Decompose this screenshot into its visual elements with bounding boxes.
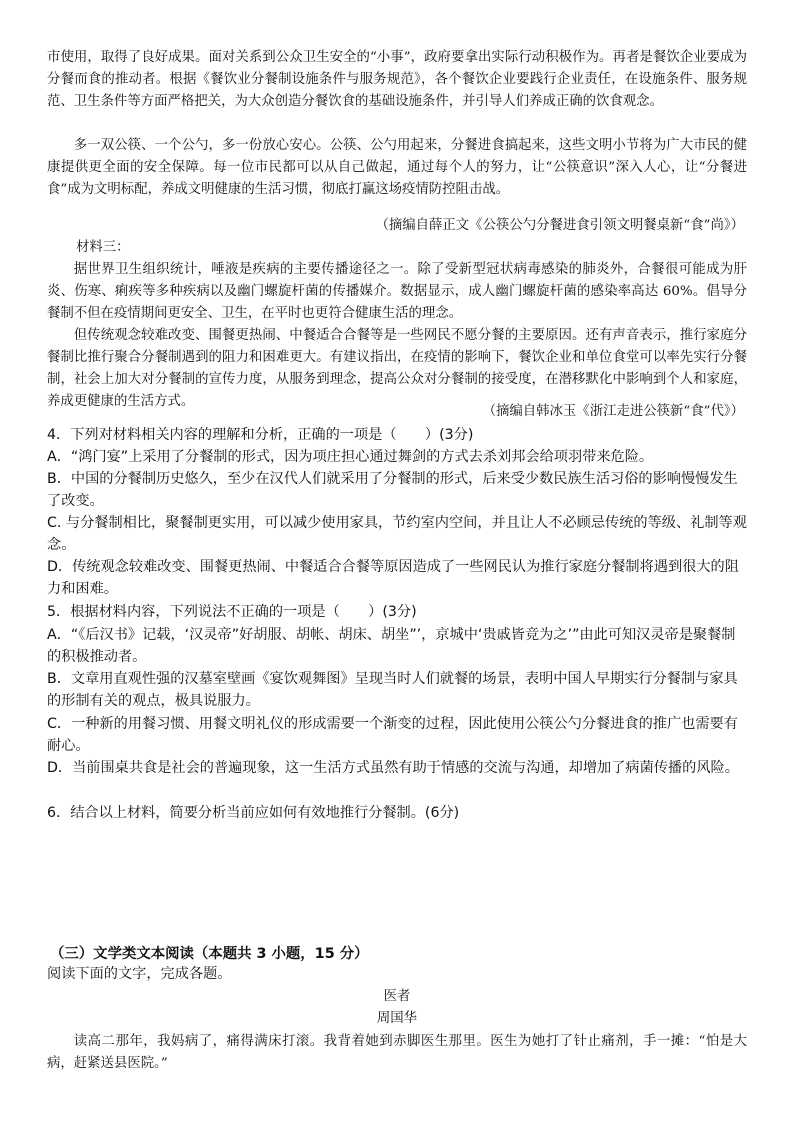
story-paragraph-1: 读高二那年，我妈病了，痛得满床打滚。我背着她到赤脚医生那里。医生为她打了针止痛剂，手一摊：“怕是大病，赶紧送县医院。” [47, 1034, 747, 1071]
question-6-stem: 6．结合以上材料，简要分析当前应如何有效地推行分餐制。(6分) [47, 805, 460, 821]
question-4-option-d: D．传统观念较难改变、围餐更热闹、中餐适合合餐等原因造成了一些网民认为推行家庭分餐制将遇到很大的阻力和困难。 [47, 559, 739, 598]
question-4-option-a: A．“鸿门宴”上采用了分餐制的形式，因为项庄担心通过舞剑的方式去杀刘邦会给项羽带来危险。 [47, 449, 654, 465]
question-5-option-d: D．当前围桌共食是社会的普遍现象，这一生活方式虽然有助于情感的交流与沟通，却增加了病菌传播的风险。 [47, 760, 739, 776]
material3-paragraph-2: 但传统观念较难改变、围餐更热闹、中餐适合合餐等是一些网民不愿分餐的主要原因。还有声音表示，推行家庭分餐制比推行聚合分餐制遇到的阻力和困难更大。有建议指出，在疫情的影响下，餐饮企业和单位食堂可以率先实行分餐制，社会上加大对分餐制的宣传力度，从服务到理念，提高公众对分餐制的接受度，在潜移默化中影响到个人和家庭，养成更健康的生活方式。 [47, 328, 747, 409]
section-3-instruction: 阅读下面的文字，完成各题。 [47, 966, 232, 982]
story-author: 周国华 [376, 1011, 418, 1026]
material2-paragraph-2: 多一双公筷、一个公勺，多一份放心安心。公筷、公勺用起来，分餐进食搞起来，这些文明小节将为广大市民的健康提供更全面的安全保障。每一位市民都可以从自己做起，通过每个人的努力，让“公筷意识”深入人心，让“分餐进食”成为文明标配，养成文明健康的生活习惯，彻底打赢这场疫情防控阻击战。 [47, 138, 747, 197]
section-3-heading: （三）文学类文本阅读（本题共 3 小题，15 分） [50, 946, 369, 962]
question-4-option-b: B．中国的分餐制历史悠久，至少在汉代人们就采用了分餐制的形式，后来受少数民族生活习俗的影响慢慢发生了改变。 [47, 471, 738, 510]
story-title: 医者 [383, 989, 411, 1004]
material3-label: 材料三： [76, 240, 130, 255]
question-4-option-c: C. 与分餐制相比，聚餐制更实用，可以减少使用家具，节约室内空间，并且让人不必顾忌传统的等级、礼制等观念。 [47, 515, 747, 554]
question-4-stem: 4．下列对材料相关内容的理解和分析，正确的一项是（ ）(3分) [47, 427, 474, 443]
material3-source: （摘编自韩冰玉《浙江走进公筷新“食”代》） [482, 404, 744, 419]
material3-paragraph-1: 据世界卫生组织统计，唾液是疾病的主要传播途径之一。除了受新型冠状病毒感染的肺炎外，合餐很可能成为肝炎、伤寒、痢疾等多种疾病以及幽门螺旋杆菌的传播媒介。数据显示，成人幽门螺旋杆菌的感染率高达 60%。倡导分餐制不但在疫情期间更安全、卫生，在平时也更符合健康生活的理念。 [47, 262, 747, 321]
question-5-stem: 5．根据材料内容，下列说法不正确的一项是（ ）(3分) [47, 604, 417, 620]
question-5-option-a: A．“《后汉书》记载，‘汉灵帝”好胡服、胡帐、胡床、胡坐”’，京城中‘贵戚皆竞为之’”由此可知汉灵帝是聚餐制的积极推动者。 [47, 627, 736, 666]
material2-source: （摘编自薛正文《公筷公勺分餐进食引领文明餐桌新“食”尚》） [375, 218, 744, 233]
material2-paragraph-1: 市使用，取得了良好成果。面对关系到公众卫生安全的“小事”，政府要拿出实际行动积极作为。再者是餐饮企业要成为分餐而食的推动者。根据《餐饮业分餐制设施条件与服务规范》，各个餐饮企业要践行企业责任，在设施条件、服务规范、卫生条件等方面严格把关，为大众创造分餐饮食的基础设施条件，并引导人们养成正确的饮食观念。 [47, 50, 747, 109]
question-5-option-c: C．一种新的用餐习惯、用餐文明礼仪的形成需要一个渐变的过程，因此使用公筷公勺分餐进食的推广也需要有耐心。 [47, 716, 738, 755]
question-5-option-b: B．文章用直观性强的汉墓室壁画《宴饮观舞图》呈现当时人们就餐的场景，表明中国人早期实行分餐制与家具的形制有关的观点，极具说服力。 [47, 671, 738, 710]
